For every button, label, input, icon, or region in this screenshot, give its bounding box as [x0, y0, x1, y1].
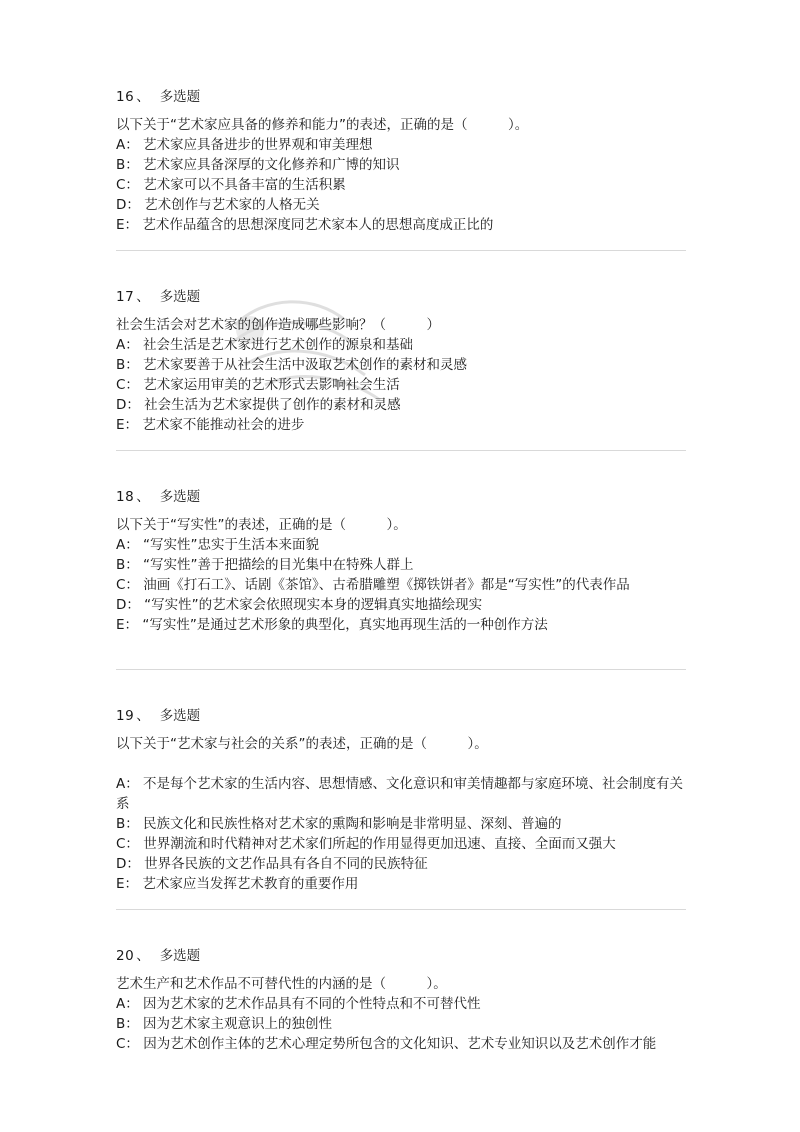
option-b[interactable]: B： 艺术家应具备深厚的文化修养和广博的知识 [116, 157, 400, 173]
option-e[interactable]: E： 艺术家应当发挥艺术教育的重要作用 [116, 876, 359, 892]
question-19 [116, 706, 686, 894]
option-e[interactable]: E： 艺术作品蕴含的思想深度同艺术家本人的思想高度成正比的 [116, 217, 494, 233]
divider [116, 669, 686, 670]
question-number: 19 [116, 708, 135, 724]
question-number: 20 [116, 948, 135, 964]
option-d[interactable]: D： 社会生活为艺术家提供了创作的素材和灵感 [116, 397, 401, 413]
question-number: 18 [116, 489, 135, 505]
option-a[interactable]: A： “写实性”忠实于生活本来面貌 [116, 537, 320, 553]
option-a[interactable]: A： 艺术家应具备进步的世界观和审美理想 [116, 137, 373, 153]
question-stem: 社会生活会对艺术家的创作造成哪些影响？（ ） [116, 317, 440, 333]
option-d[interactable]: D： 艺术创作与艺术家的人格无关 [116, 197, 320, 213]
question-type: 多选题 [159, 708, 201, 724]
question-18 [116, 487, 686, 635]
option-c[interactable]: C： 因为艺术创作主体的艺术心理定势所包含的文化知识、艺术专业知识以及艺术创作才能 [116, 1036, 657, 1052]
question-17 [116, 287, 686, 435]
option-a[interactable]: A： 不是每个艺术家的生活内容、思想情感、文化意识和审美情趣都与家庭环境、社会制度有关系 [116, 776, 684, 812]
question-header [116, 946, 686, 966]
question-separator: 、 [136, 289, 150, 305]
question-number: 16 [116, 89, 135, 105]
question-separator: 、 [136, 89, 150, 105]
option-d[interactable]: D： 世界各民族的文艺作品具有各自不同的民族特征 [116, 856, 428, 872]
question-20 [116, 946, 686, 1054]
option-c[interactable]: C： 艺术家可以不具备丰富的生活积累 [116, 177, 346, 193]
option-a[interactable]: A： 因为艺术家的艺术作品具有不同的个性特点和不可替代性 [116, 996, 481, 1012]
question-separator: 、 [136, 708, 150, 724]
option-b[interactable]: B： 因为艺术家主观意识上的独创性 [116, 1016, 333, 1032]
question-separator: 、 [136, 948, 150, 964]
question-stem: 以下关于“写实性”的表述，正确的是（ ）。 [116, 517, 407, 533]
question-type: 多选题 [159, 289, 201, 305]
question-separator: 、 [136, 489, 150, 505]
option-c[interactable]: C： 油画《打石工》、话剧《茶馆》、古希腊雕塑《掷铁饼者》都是“写实性”的代表作品 [116, 577, 630, 593]
question-stem: 艺术生产和艺术作品不可替代性的内涵的是（ ）。 [116, 976, 447, 992]
option-c[interactable]: C： 艺术家运用审美的艺术形式去影响社会生活 [116, 377, 400, 393]
option-d[interactable]: D： “写实性”的艺术家会依照现实本身的逻辑真实地描绘现实 [116, 597, 483, 613]
option-b[interactable]: B： “写实性”善于把描绘的目光集中在特殊人群上 [116, 557, 414, 573]
question-header [116, 287, 686, 307]
option-b[interactable]: B： 民族文化和民族性格对艺术家的熏陶和影响是非常明显、深刻、普遍的 [116, 816, 562, 832]
blank-line [116, 754, 686, 774]
option-a[interactable]: A： 社会生活是艺术家进行艺术创作的源泉和基础 [116, 337, 414, 353]
question-16 [116, 87, 686, 235]
question-stem: 以下关于“艺术家应具备的修养和能力”的表述，正确的是（ ）。 [116, 117, 529, 133]
question-header [116, 87, 686, 107]
question-header [116, 487, 686, 507]
divider [116, 450, 686, 451]
option-e[interactable]: E： “写实性”是通过艺术形象的典型化，真实地再现生活的一种创作方法 [116, 617, 548, 633]
option-b[interactable]: B： 艺术家要善于从社会生活中汲取艺术创作的素材和灵感 [116, 357, 468, 373]
question-type: 多选题 [159, 489, 201, 505]
divider [116, 909, 686, 910]
divider [116, 250, 686, 251]
option-e[interactable]: E： 艺术家不能推动社会的进步 [116, 417, 305, 433]
question-header [116, 706, 686, 726]
question-number: 17 [116, 289, 135, 305]
option-c[interactable]: C： 世界潮流和时代精神对艺术家们所起的作用显得更加迅速、直接、全面而又强大 [116, 836, 616, 852]
question-stem: 以下关于“艺术家与社会的关系”的表述，正确的是（ ）。 [116, 736, 488, 752]
question-type: 多选题 [159, 948, 201, 964]
question-type: 多选题 [159, 89, 201, 105]
